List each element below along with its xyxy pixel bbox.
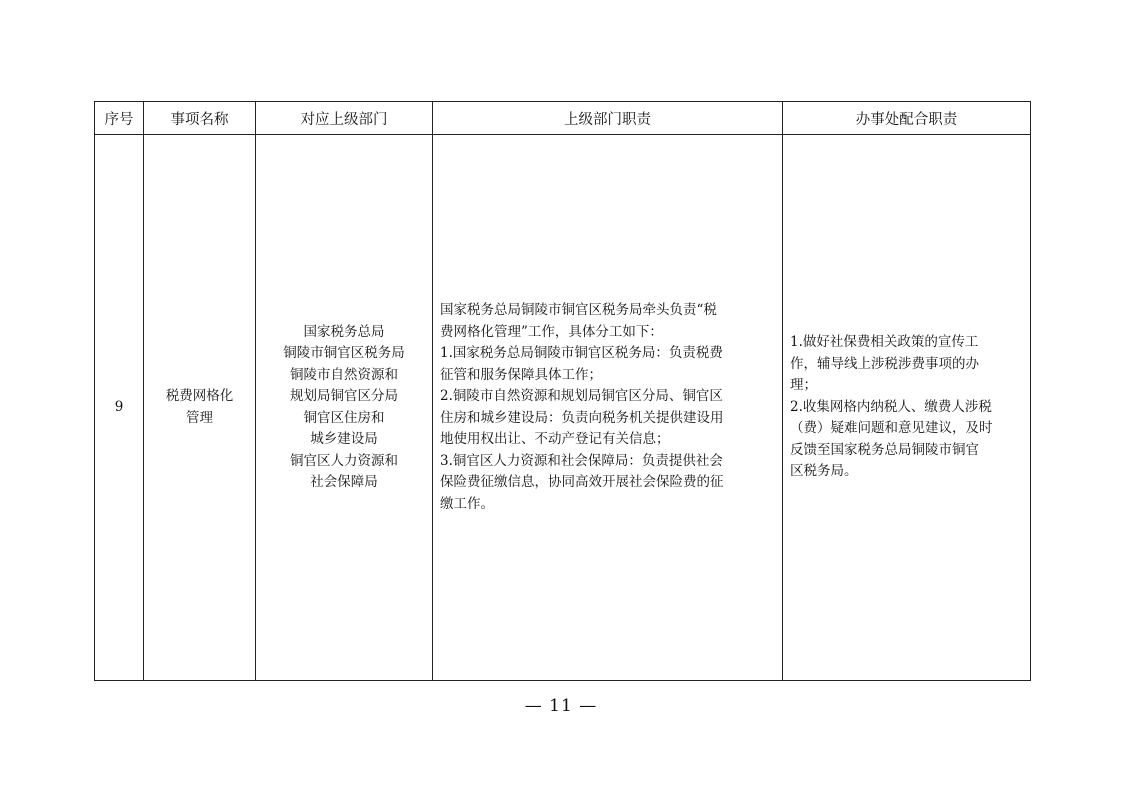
cell-office-cooperation [783,135,1031,681]
cooperation-line: 区税务局。 [790,463,858,480]
department-line: 社会保障局 [310,474,378,490]
department-line: 铜官区住房和 [303,409,385,426]
cooperation-line: （费）疑难问题和意见建议，及时 [790,420,993,437]
department-line: 铜陵市自然资源和 [290,366,398,383]
duty-line: 费网格化管理”工作，具体分工如下： [440,323,663,340]
duty-line: 2.铜陵市自然资源和规划局铜官区分局、铜官区 [440,388,723,404]
cooperation-line: 作，辅导线上涉税涉费事项的办 [790,355,979,372]
duty-line: 国家税务总局铜陵市铜官区税务局牵头负责“税 [440,302,717,318]
table-row [95,135,1031,681]
cooperation-line: 理； [790,377,817,394]
department-line: 铜官区人力资源和 [290,452,398,469]
cooperation-line: 1.做好社保费相关政策的宣传工 [790,334,979,351]
cell-superior-duties [433,135,783,681]
duty-line: 1.国家税务总局铜陵市铜官区税务局：负责税费 [440,345,723,361]
header-no: 序号 [95,102,144,135]
duty-table [94,101,1031,681]
duty-line: 3.铜官区人力资源和社会保障局：负责提供社会 [440,452,723,469]
department-line: 城乡建设局 [310,431,378,447]
duty-line: 地使用权出让、不动产登记有关信息； [440,431,670,447]
cooperation-line: 反馈至国家税务总局铜陵市铜官 [790,441,979,458]
cell-item-name [144,135,256,681]
item-name-line: 税费网格化 [165,388,234,404]
table-header-row [95,102,1031,135]
duty-line: 住房和城乡建设局：负责向税务机关提供建设用 [440,409,724,426]
duty-line: 征管和服务保障具体工作； [440,366,602,383]
department-line: 铜陵市铜官区税务局 [283,345,405,361]
department-line: 国家税务总局 [303,323,385,340]
item-name-line: 管理 [186,409,213,426]
cell-superior-department [256,135,433,681]
cell-no: 9 [95,135,144,681]
header-superior-duties: 上级部门职责 [433,102,783,135]
page-number: — 11 — [524,696,598,716]
department-line: 规划局铜官区分局 [290,388,398,404]
header-superior-department: 对应上级部门 [256,102,433,135]
header-office-cooperation: 办事处配合职责 [783,102,1031,135]
duty-line: 保险费征缴信息，协同高效开展社会保险费的征 [440,474,724,490]
cooperation-line: 2.收集网格内纳税人、缴费人涉税 [790,398,992,415]
duty-line: 缴工作。 [440,495,494,512]
header-item-name: 事项名称 [144,102,256,135]
